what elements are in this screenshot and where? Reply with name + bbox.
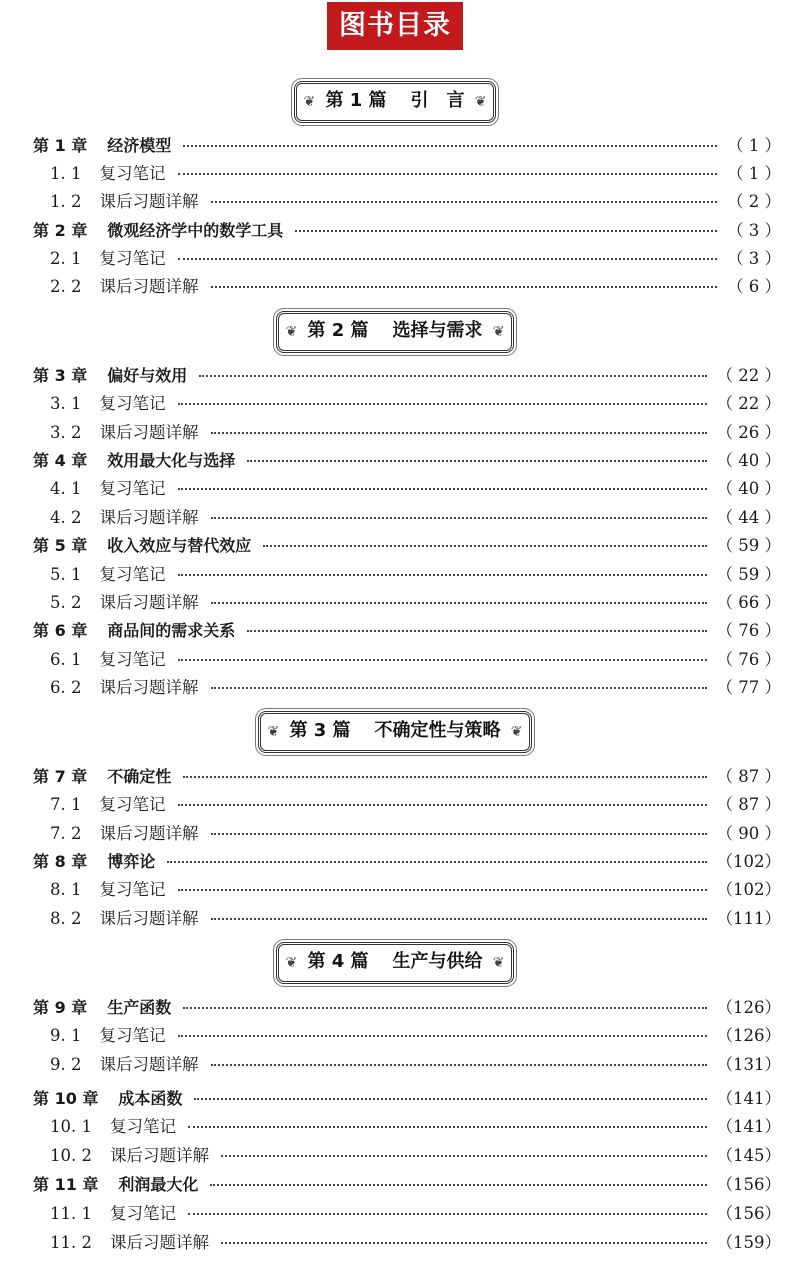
entry-label — [50, 905, 199, 929]
chapter-entry[interactable] — [33, 360, 781, 388]
part-title: 引 言 — [410, 90, 465, 111]
entry-title: 复习笔记 — [109, 1204, 176, 1223]
page-number: （ 90 ） — [716, 824, 781, 843]
page-number: （159） — [716, 1233, 781, 1252]
part-frame — [276, 311, 513, 353]
header-banner — [0, 0, 790, 60]
section-entry[interactable] — [33, 1111, 781, 1139]
entry-number: 第 8 章 — [33, 851, 88, 871]
dot-leader — [167, 861, 706, 863]
page-number: （ 22 ） — [716, 366, 781, 385]
part-frame — [294, 81, 495, 123]
chapter-entry[interactable] — [33, 130, 781, 158]
section-entry[interactable] — [33, 158, 781, 186]
entry-title: 课后习题详解 — [99, 192, 199, 211]
entry-label — [50, 1142, 209, 1166]
entry-title: 效用最大化与选择 — [107, 450, 236, 470]
entry-label — [50, 561, 166, 585]
page-number: （102） — [716, 880, 781, 899]
toc-title: 图书目录 — [327, 2, 463, 50]
entry-label — [50, 245, 166, 269]
part-number: 第 1 篇 — [325, 90, 387, 111]
dot-leader — [211, 201, 718, 203]
entry-number: 第 3 章 — [33, 365, 88, 385]
page-number: （111） — [716, 909, 781, 928]
section-entry[interactable] — [33, 473, 781, 501]
entry-number: 4. 1 — [50, 479, 82, 498]
entry-title: 复习笔记 — [109, 1117, 176, 1136]
section-entry[interactable] — [33, 1198, 781, 1226]
entry-number: 9. 2 — [50, 1055, 82, 1074]
chapter-entry[interactable] — [33, 615, 781, 643]
dot-leader — [194, 1098, 706, 1100]
entry-label — [50, 589, 199, 613]
section-entry[interactable] — [33, 388, 781, 416]
part-number: 第 4 篇 — [307, 951, 369, 972]
page-number: （ 1 ） — [727, 136, 781, 155]
entry-label — [50, 791, 166, 815]
entry-title: 课后习题详解 — [99, 508, 199, 527]
entry-label — [33, 218, 283, 241]
section-entry[interactable] — [33, 587, 781, 615]
entry-label — [50, 504, 199, 528]
dot-leader — [247, 460, 706, 462]
page-number: （156） — [716, 1204, 781, 1223]
section-entry[interactable] — [33, 644, 781, 672]
entry-number: 11. 1 — [50, 1204, 92, 1223]
entry-title: 博弈论 — [107, 851, 156, 871]
entry-title: 课后习题详解 — [99, 1055, 199, 1074]
section-entry[interactable] — [33, 417, 781, 445]
chapter-entry[interactable] — [33, 1083, 781, 1111]
entry-title: 课后习题详解 — [99, 277, 199, 296]
page-number: （ 87 ） — [716, 767, 781, 786]
entry-label — [33, 1172, 198, 1195]
entry-label — [33, 618, 235, 641]
entry-label — [33, 533, 251, 556]
section-entry[interactable] — [33, 186, 781, 214]
entry-label — [50, 273, 199, 297]
section-entry[interactable] — [33, 559, 781, 587]
ornament-icon: ❦ — [492, 324, 505, 340]
page-number: （102） — [716, 852, 781, 871]
entry-number: 1. 2 — [50, 192, 82, 211]
entry-number: 第 6 章 — [33, 620, 88, 640]
part-title: 生产与供给 — [392, 951, 483, 972]
entry-title: 课后习题详解 — [99, 824, 199, 843]
entry-number: 7. 2 — [50, 824, 82, 843]
section-entry[interactable] — [33, 818, 781, 846]
page-number: （ 1 ） — [727, 164, 781, 183]
entry-number: 第 2 章 — [33, 220, 88, 240]
part-number: 第 2 篇 — [307, 320, 369, 341]
dot-leader — [178, 403, 707, 405]
entry-label — [33, 849, 155, 872]
part-title: 不确定性与策略 — [374, 720, 501, 741]
entry-number: 8. 1 — [50, 880, 82, 899]
chapter-entry[interactable] — [33, 530, 781, 558]
dot-leader — [178, 488, 707, 490]
entry-title: 课后习题详解 — [99, 423, 199, 442]
entry-label — [50, 876, 166, 900]
dot-leader — [211, 432, 707, 434]
dot-leader — [178, 659, 707, 661]
entry-label — [50, 1200, 176, 1224]
section-entry[interactable] — [33, 874, 781, 902]
page-number: （ 2 ） — [727, 192, 781, 211]
page-number: （ 22 ） — [716, 394, 781, 413]
entry-number: 11. 2 — [50, 1233, 92, 1252]
part-heading — [0, 81, 790, 121]
entry-title: 课后习题详解 — [99, 909, 199, 928]
ornament-icon: ❦ — [510, 724, 523, 740]
entry-number: 3. 1 — [50, 394, 82, 413]
entry-title: 复习笔记 — [99, 479, 166, 498]
ornament-icon: ❦ — [285, 324, 298, 340]
section-entry[interactable] — [33, 271, 781, 299]
dot-leader — [183, 145, 717, 147]
entry-number: 7. 1 — [50, 795, 82, 814]
entry-title: 复习笔记 — [99, 565, 166, 584]
dot-leader — [183, 776, 706, 778]
page-number: （126） — [716, 998, 781, 1017]
entry-number: 2. 1 — [50, 249, 82, 268]
ornament-icon: ❦ — [267, 724, 280, 740]
entry-label — [50, 1022, 166, 1046]
entry-title: 复习笔记 — [99, 164, 166, 183]
entry-label — [33, 133, 171, 156]
entry-label — [33, 995, 171, 1018]
dot-leader — [295, 230, 717, 232]
entry-title: 复习笔记 — [99, 394, 166, 413]
dot-leader — [211, 687, 707, 689]
part-heading — [0, 711, 790, 751]
entry-label — [50, 475, 166, 499]
entry-number: 5. 2 — [50, 593, 82, 612]
section-entry[interactable] — [33, 1140, 781, 1168]
entry-title: 利润最大化 — [118, 1174, 199, 1194]
page-number: （ 87 ） — [716, 795, 781, 814]
dot-leader — [178, 173, 718, 175]
entry-number: 第 11 章 — [33, 1174, 99, 1194]
entry-title: 复习笔记 — [99, 249, 166, 268]
entry-title: 微观经济学中的数学工具 — [107, 220, 284, 240]
dot-leader — [188, 1126, 707, 1128]
entry-label — [50, 160, 166, 184]
part-frame — [276, 942, 513, 984]
entry-title: 经济模型 — [107, 135, 172, 155]
entry-number: 1. 1 — [50, 164, 82, 183]
entry-title: 课后习题详解 — [109, 1233, 209, 1252]
ornament-icon: ❦ — [285, 955, 298, 971]
entry-number: 8. 2 — [50, 909, 82, 928]
dot-leader — [199, 375, 706, 377]
section-entry[interactable] — [33, 1049, 781, 1077]
entry-number: 第 5 章 — [33, 535, 88, 555]
entry-number: 10. 2 — [50, 1146, 92, 1165]
entry-label — [50, 1113, 176, 1137]
dot-leader — [211, 918, 707, 920]
entry-number: 第 10 章 — [33, 1088, 99, 1108]
page-number: （145） — [716, 1146, 781, 1165]
entry-title: 不确定性 — [107, 766, 172, 786]
entry-title: 复习笔记 — [99, 880, 166, 899]
entry-title: 课后习题详解 — [99, 593, 199, 612]
page-number: （ 6 ） — [727, 277, 781, 296]
page-number: （141） — [716, 1117, 781, 1136]
dot-leader — [211, 833, 707, 835]
page-number: （ 66 ） — [716, 593, 781, 612]
entry-label — [33, 448, 235, 471]
dot-leader — [263, 545, 706, 547]
entry-title: 课后习题详解 — [99, 678, 199, 697]
entry-label — [50, 646, 166, 670]
section-entry[interactable] — [33, 243, 781, 271]
entry-number: 第 1 章 — [33, 135, 88, 155]
section-entry[interactable] — [33, 1227, 781, 1255]
entry-label — [50, 390, 166, 414]
dot-leader — [178, 804, 707, 806]
chapter-entry[interactable] — [33, 992, 781, 1020]
page-number: （ 26 ） — [716, 423, 781, 442]
page-number: （ 44 ） — [716, 508, 781, 527]
entry-number: 6. 1 — [50, 650, 82, 669]
dot-leader — [211, 1064, 707, 1066]
ornament-icon: ❦ — [474, 94, 487, 110]
dot-leader — [183, 1007, 706, 1009]
page-number: （ 3 ） — [727, 249, 781, 268]
entry-title: 复习笔记 — [99, 1026, 166, 1045]
section-entry[interactable] — [33, 672, 781, 700]
entry-label — [50, 188, 199, 212]
dot-leader — [178, 1035, 707, 1037]
entry-title: 商品间的需求关系 — [107, 620, 236, 640]
part-number: 第 3 篇 — [289, 720, 351, 741]
page-number: （ 59 ） — [716, 536, 781, 555]
entry-title: 成本函数 — [118, 1088, 183, 1108]
section-entry[interactable] — [33, 502, 781, 530]
entry-title: 复习笔记 — [99, 795, 166, 814]
entry-number: 6. 2 — [50, 678, 82, 697]
entry-number: 2. 2 — [50, 277, 82, 296]
part-title: 选择与需求 — [392, 320, 483, 341]
entry-number: 5. 1 — [50, 565, 82, 584]
dot-leader — [211, 602, 707, 604]
dot-leader — [178, 574, 707, 576]
entry-number: 3. 2 — [50, 423, 82, 442]
page-number: （ 76 ） — [716, 621, 781, 640]
dot-leader — [221, 1155, 707, 1157]
page-number: （126） — [716, 1026, 781, 1045]
page-number: （ 77 ） — [716, 678, 781, 697]
entry-label — [50, 1051, 199, 1075]
part-frame — [258, 711, 531, 753]
dot-leader — [178, 258, 718, 260]
entry-label — [50, 419, 199, 443]
part-heading — [0, 942, 790, 982]
entry-number: 10. 1 — [50, 1117, 92, 1136]
entry-number: 第 4 章 — [33, 450, 88, 470]
entry-label — [33, 363, 187, 386]
entry-title: 复习笔记 — [99, 650, 166, 669]
page-number: （156） — [716, 1175, 781, 1194]
entry-label — [50, 820, 199, 844]
entry-label — [50, 674, 199, 698]
page-number: （141） — [716, 1089, 781, 1108]
dot-leader — [188, 1213, 707, 1215]
part-heading — [0, 311, 790, 351]
section-entry[interactable] — [33, 903, 781, 931]
entry-title: 收入效应与替代效应 — [107, 535, 252, 555]
entry-title: 生产函数 — [107, 997, 172, 1017]
page-number: （ 59 ） — [716, 565, 781, 584]
section-entry[interactable] — [33, 1020, 781, 1048]
dot-leader — [211, 286, 718, 288]
chapter-entry[interactable] — [33, 215, 781, 243]
entry-label — [50, 1229, 209, 1253]
entry-number: 4. 2 — [50, 508, 82, 527]
chapter-entry[interactable] — [33, 445, 781, 473]
entry-number: 9. 1 — [50, 1026, 82, 1045]
dot-leader — [210, 1184, 706, 1186]
page-number: （ 76 ） — [716, 650, 781, 669]
entry-number: 第 7 章 — [33, 766, 88, 786]
ornament-icon: ❦ — [303, 94, 316, 110]
entry-number: 第 9 章 — [33, 997, 88, 1017]
entry-title: 课后习题详解 — [109, 1146, 209, 1165]
dot-leader — [221, 1242, 707, 1244]
dot-leader — [211, 517, 707, 519]
page-number: （ 40 ） — [716, 451, 781, 470]
dot-leader — [247, 630, 706, 632]
section-entry[interactable] — [33, 789, 781, 817]
entry-label — [33, 1086, 182, 1109]
dot-leader — [178, 889, 707, 891]
page-number: （ 3 ） — [727, 221, 781, 240]
entry-title: 偏好与效用 — [107, 365, 188, 385]
chapter-entry[interactable] — [33, 1169, 781, 1197]
chapter-entry[interactable] — [33, 846, 781, 874]
chapter-entry[interactable] — [33, 761, 781, 789]
entry-label — [33, 764, 171, 787]
page-number: （ 40 ） — [716, 479, 781, 498]
page-number: （131） — [716, 1055, 781, 1074]
ornament-icon: ❦ — [492, 955, 505, 971]
